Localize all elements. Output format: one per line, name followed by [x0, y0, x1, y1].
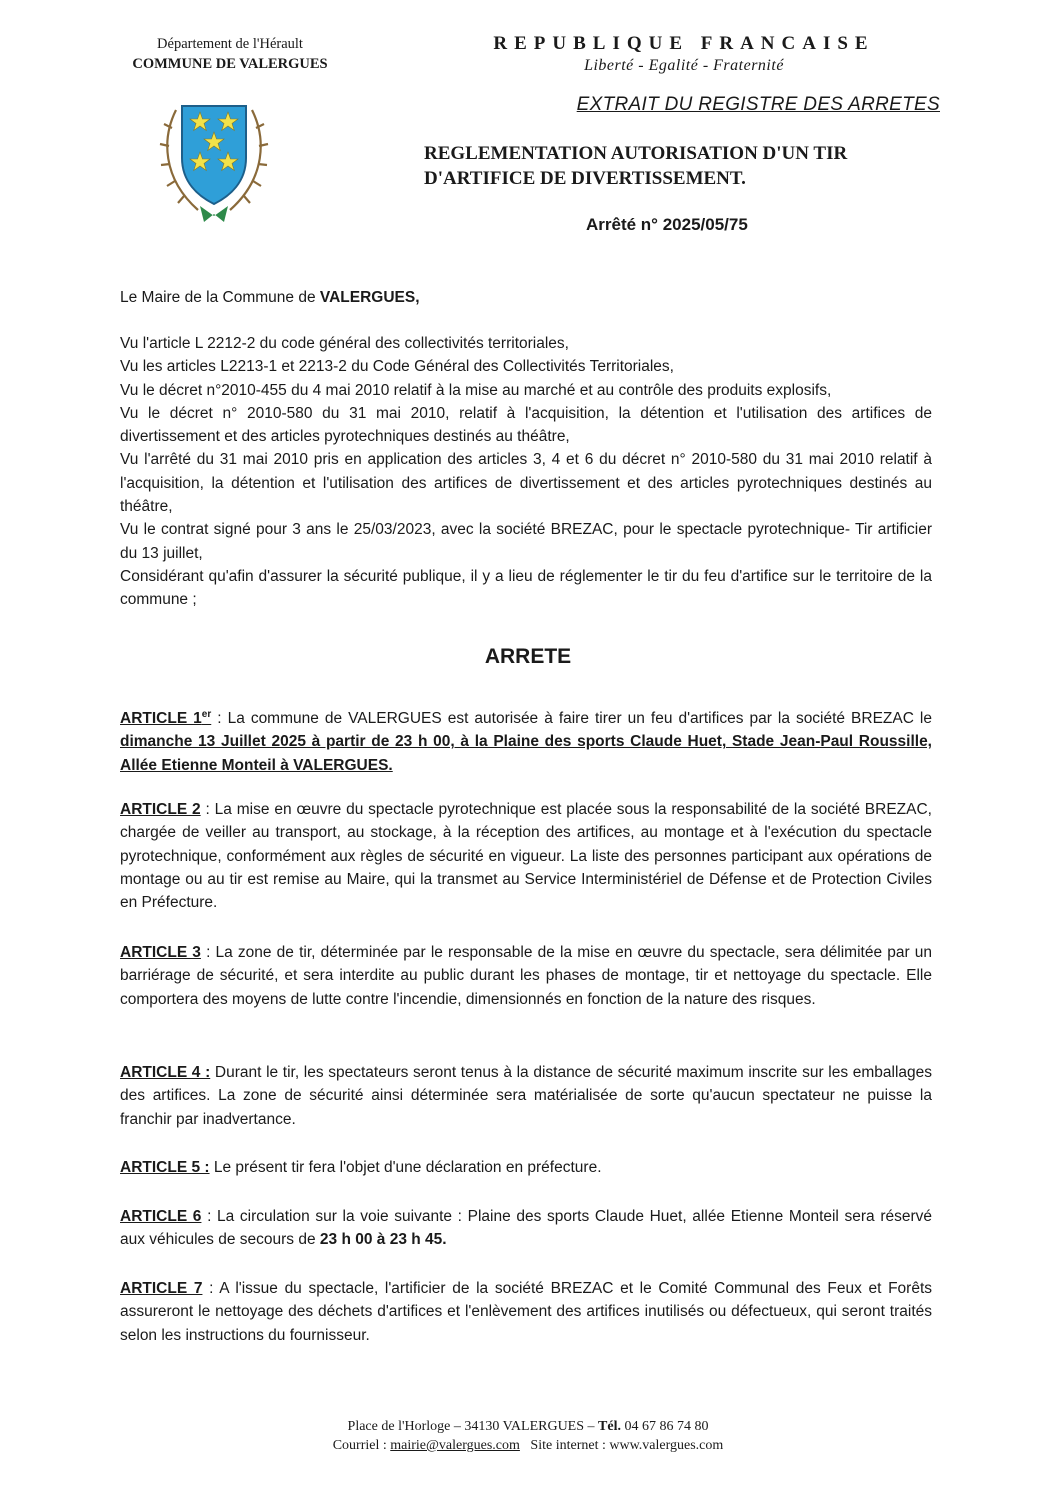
visa-item: Considérant qu'afin d'assurer la sécurité publique, il y a lieu de réglementer le tir du feu d'artifice sur le territoire de la commune ; [120, 567, 932, 609]
article-label: ARTICLE 5 : [120, 1159, 210, 1176]
article-label: ARTICLE 7 [120, 1280, 203, 1297]
article-label-sup: er [201, 709, 212, 720]
article-emphasis: 23 h 00 à 23 h 45. [319, 1231, 447, 1249]
mayor-line [120, 286, 932, 309]
mayor-prefix: Le Maire de la Commune de [120, 289, 320, 306]
footer-tel-label: Tél. [598, 1419, 621, 1434]
document-title-line1: REGLEMENTATION AUTORISATION D'UN TIR [424, 143, 848, 164]
article-text: : La zone de tir, déterminée par le responsable de la mise en œuvre du spectacle, sera délimitée par un barriérage de sécurité, et sera interdite au public durant les phases de montage, tir et nettoyage du spectacle. Elle comportera des moyens de lutte contre l'incendie, dimensionnés en fonction de la nature des risques. [120, 944, 932, 1008]
article-text: : La commune de VALERGUES est autorisée à faire tirer un feu d'artifices par la société BREZAC le [211, 710, 932, 728]
article-label: ARTICLE 3 [120, 944, 201, 961]
republic-motto: Liberté - Egalité - Fraternité [584, 57, 784, 74]
article-text: Le présent tir fera l'objet d'une déclaration en préfecture. [209, 1159, 602, 1176]
article-label: ARTICLE 6 [120, 1208, 202, 1225]
visa-item: Vu l'article L 2212-2 du code général des collectivités territoriales, [120, 335, 569, 352]
department-name: Département de l'Hérault [157, 36, 303, 52]
registry-extract-title: EXTRAIT DU REGISTRE DES ARRETES [576, 94, 940, 115]
footer-address [0, 1419, 1056, 1435]
article-7 [120, 1277, 932, 1347]
article-text: : La mise en œuvre du spectacle pyrotechnique est placée sous la responsabilité de la société BREZAC, chargée de veiller au transport, au stockage, à la réception des artifices, au montage et à l'exécution du spectacle pyrotechnique, conformément aux règles de sécurité en vigueur. La liste des personnes participant aux opérations de montage ou au tir est remise au Maire, qui la transmet au Service Interministériel de Défense et de Protection Civiles en Préfecture. [120, 801, 932, 912]
article-text: Durant le tir, les spectateurs seront tenus à la distance de sécurité maximum inscrite sur les emballages des artifices. La zone de sécurité ainsi déterminée sera matérialisée de sorte qu'aucun spectateur ne puisse la franchir par inadvertance. [120, 1064, 932, 1128]
shield-icon [182, 106, 246, 204]
ribbon-icon [200, 206, 228, 222]
footer-contact [0, 1438, 1056, 1454]
article-label-text: ARTICLE 1 [120, 710, 202, 728]
commune-name: COMMUNE DE VALERGUES [132, 56, 328, 72]
article-4 [120, 1061, 932, 1131]
commune-bold: VALERGUES, [319, 289, 420, 306]
document-title [424, 141, 944, 191]
article-label: ARTICLE 2 [120, 801, 201, 818]
commune-crest-icon [158, 98, 270, 226]
footer-website: Site internet : www.valergues.com [519, 1438, 724, 1453]
footer-email-link[interactable]: mairie@valergues.com [390, 1438, 520, 1453]
visa-item: Vu l'arrêté du 31 mai 2010 pris en application des articles 3, 4 et 6 du décret n° 2010-580 du 31 mai 2010 relatif à l'acquisition, la détention et l'utilisation des artifices de divertissement et des articles pyrotechniques destinés au théâtre, [120, 451, 932, 516]
article-label: ARTICLE 4 : [120, 1064, 211, 1081]
footer-address-text: Place de l'Horloge – 34130 VALERGUES – [347, 1419, 599, 1434]
arrete-number: Arrêté n° 2025/05/75 [586, 215, 748, 234]
visa-item: Vu les articles L2213-1 et 2213-2 du Code Général des Collectivités Territoriales, [120, 358, 674, 376]
article-1 [120, 703, 932, 777]
visa-item: Vu le décret n° 2010-580 du 31 mai 2010, relatif à l'acquisition, la détention et l'utilisation des artifices de divertissement et des articles pyrotechniques destinés au théâtre, [120, 404, 932, 446]
article-text: : A l'issue du spectacle, l'artificier de la société BREZAC et le Comité Communal des Feux et Forêts assureront le nettoyage des déchets d'artifices et l'enlèvement des artifices inutilisés ou défectueux, qui seront traités selon les instructions du fournisseur. [120, 1280, 932, 1344]
article-3 [120, 941, 932, 1011]
arrete-heading: ARRETE [484, 645, 572, 668]
footer-tel: 04 67 86 74 80 [620, 1419, 709, 1434]
republic-title: REPUBLIQUE FRANCAISE [493, 33, 875, 54]
article-label [120, 710, 211, 727]
document-title-line2: D'ARTIFICE DE DIVERTISSEMENT. [424, 168, 746, 189]
article-text: : La circulation sur la voie suivante : Plaine des sports Claude Huet, allée Etienne Monteil sera réservé aux véhicules de secours de [120, 1208, 933, 1249]
visas-list [120, 332, 932, 612]
article-6 [120, 1205, 932, 1252]
article-emphasis: dimanche 13 Juillet 2025 à partir de 23 h 00, à la Plaine des sports Claude Huet, Stade Jean-Paul Roussille, Allée Etienne Monteil à VALERGUES. [120, 733, 932, 774]
article-5 [120, 1156, 932, 1179]
visa-item: Vu le décret n°2010-455 du 4 mai 2010 relatif à la mise au marché et au contrôle des produits explosifs, [120, 381, 832, 399]
visa-item: Vu le contrat signé pour 3 ans le 25/03/2023, avec la société BREZAC, pour le spectacle pyrotechnique- Tir artificier du 13 juillet, [120, 521, 932, 562]
article-2 [120, 798, 932, 914]
footer-email-label: Courriel : [332, 1438, 391, 1453]
